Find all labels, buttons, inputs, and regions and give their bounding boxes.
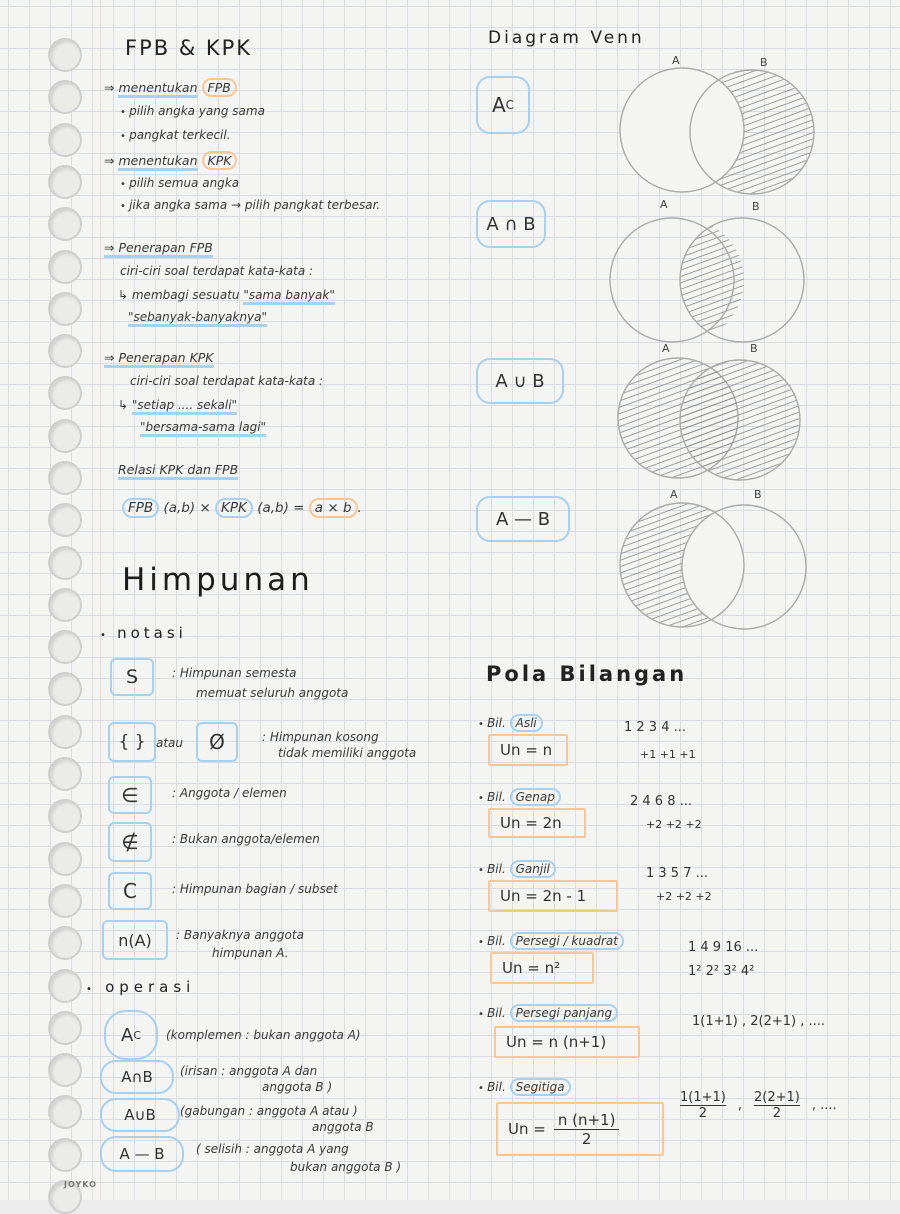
venn-union [618,342,800,480]
fpb-rule-heading [104,80,237,95]
fpb-kpk-title: FPB & KPK [125,36,253,60]
pola-persegi-panjang-seq: 1(1+1) , 2(2+1) , .... [692,1014,826,1029]
venn-set-a [620,68,744,192]
binding-hole [48,334,82,368]
pola-persegi-panjang-formula: Un = n (n+1) [494,1026,640,1058]
pola-ganjil-seq: 1 3 5 7 ... [646,866,709,881]
operasi-symbol-komplemen: A C [104,1010,158,1060]
relasi-fpb: FPB [122,498,159,518]
pola-segitiga-seq: 1(1+1) 2 , 2(2+1) 2 , .... [680,1090,837,1121]
operasi-symbol-irisan: A∩B [100,1060,174,1094]
penerapan-kpk-title: ⇒ Penerapan KPK [104,350,214,365]
pola-genap-seq: 2 4 6 8 ... [630,794,693,809]
operasi-desc2-selisih: bukan anggota B ) [290,1160,402,1174]
pola-ganjil-diff: +2 +2 +2 [656,890,712,903]
himpunan-title: Himpunan [122,562,314,598]
binding-hole [48,38,82,72]
binding-hole [48,1011,82,1045]
operasi-desc-irisan: (irisan : anggota A dan [180,1064,318,1078]
venn-complement [620,54,814,194]
operasi-desc2-irisan: anggota B ) [262,1080,333,1094]
operasi-desc-gabungan: (gabungan : anggota A atau ) [180,1104,358,1118]
pola-genap-formula: Un = 2n [488,808,586,838]
venn-set-b [680,360,800,480]
pola-persegi-heading: • Bil. Persegi / kuadrat [478,934,624,948]
arrow-icon: ⇒ [104,80,115,95]
fpb-bullet-2: • pangkat terkecil. [120,128,231,142]
operasi-desc2-gabungan: anggota B [312,1120,374,1134]
notasi-label: • notasi [100,624,187,642]
binding-hole [48,503,82,537]
margin-line [100,0,101,1200]
binding-hole [48,969,82,1003]
notasi-symbol-semesta: S [110,658,154,696]
venn-label-union: A ∪ B [476,358,564,404]
pola-genap-diff: +2 +2 +2 [646,818,702,831]
pola-ganjil-heading: • Bil. Ganjil [478,862,556,876]
pola-segitiga-fraction: $\frac{n (n+1)}{2}$ [554,1111,620,1148]
binding-hole [48,630,82,664]
binding-hole [48,715,82,749]
notasi-desc2-kosong: tidak memiliki anggota [278,746,417,760]
notasi-desc-kosong: : Himpunan kosong [262,730,379,744]
binding-hole [48,250,82,284]
penerapan-kpk-desc: ciri-ciri soal terdapat kata-kata : [130,374,324,388]
fpb-rule-prefix: menentukan [118,80,197,98]
pola-ganjil-formula: Un = 2n - 1 [488,880,618,912]
operasi-desc-komplemen: (komplemen : bukan anggota A) [166,1028,361,1042]
binding-hole [48,461,82,495]
venn-difference [620,488,806,629]
venn-title: Diagram Venn [488,28,645,48]
kpk-rule-prefix: menentukan [118,153,197,171]
kpk-bullet-2: • jika angka sama → pilih pangkat terbesar. [120,198,381,212]
binding-hole [48,376,82,410]
venn-label-complement: A C [476,76,530,134]
pola-asli-formula: Un = n [488,734,568,766]
kpk-key: KPK [202,151,238,170]
penerapan-fpb-title: ⇒ Penerapan FPB [104,240,213,255]
venn-label-intersection: A ∩ B [476,200,546,248]
arrow-icon: ⇒ [104,153,115,168]
binding-hole [48,672,82,706]
operasi-desc-selisih: ( selisih : anggota A yang [196,1142,349,1156]
pola-segitiga-formula: Un = $\frac{n (n+1)}{2}$ [496,1102,664,1156]
operasi-label: • operasi [86,978,196,996]
venn-label-b: B [750,342,758,355]
operasi-symbol-gabungan: A∪B [100,1098,180,1132]
penerapan-kpk-line2: "bersama-sama lagi" [140,420,266,434]
relasi-title: Relasi KPK dan FPB [118,462,238,477]
binding-hole [48,757,82,791]
pola-persegi-seq: 1 4 9 16 ... [688,940,759,955]
notasi-symbol-anggota: ∈ [108,776,152,814]
fpb-key: FPB [202,78,237,97]
binding-hole [48,207,82,241]
kpk-rule-heading [104,153,237,168]
notasi-atau: atau [156,736,184,750]
venn-label-a: A [670,488,678,501]
binding-hole [48,165,82,199]
pola-asli-heading: • Bil. Asli [478,716,543,730]
binding-hole [48,884,82,918]
venn-diagrams [600,50,890,640]
fpb-bullet-1: • pilih angka yang sama [120,104,265,118]
pola-genap-heading: • Bil. Genap [478,790,561,804]
binding-hole [48,926,82,960]
notasi-symbol-empty-set: Ø [196,722,238,762]
binding-hole [48,80,82,114]
relasi-formula: FPB (a,b) × KPK (a,b) = a × b . [122,500,362,516]
binding-hole [48,842,82,876]
notasi-desc-kardinal: : Banyaknya anggota [176,928,304,942]
pola-asli-diff: +1 +1 +1 [640,748,696,761]
notasi-symbol-kardinal: n(A) [102,920,168,960]
penerapan-fpb-desc: ciri-ciri soal terdapat kata-kata : [120,264,314,278]
relasi-kpk: KPK [215,498,253,518]
venn-label-difference: A — B [476,496,570,542]
pola-persegi-panjang-heading: • Bil. Persegi panjang [478,1006,618,1020]
notasi-desc-anggota: : Anggota / elemen [172,786,287,800]
binding-hole [48,1138,82,1172]
notasi-symbol-subset: C [108,872,152,910]
penerapan-fpb-line1: ↳ membagi sesuatu "sama banyak" [118,288,335,302]
penerapan-fpb-line2: "sebanyak-banyaknya" [128,310,267,324]
binding-hole [48,419,82,453]
pola-persegi-formula: Un = n² [490,952,594,984]
binding-hole [48,546,82,580]
notasi-desc-semesta: : Himpunan semesta [172,666,297,680]
venn-intersection [610,198,804,342]
binding-hole [48,1095,82,1129]
venn-label-a: A [662,342,670,355]
pola-asli-seq: 1 2 3 4 ... [624,720,687,735]
venn-label-a: A [672,54,680,67]
binding-hole [48,588,82,622]
binding-hole [48,1053,82,1087]
binding-hole [48,799,82,833]
binding-hole [48,292,82,326]
venn-label-b: B [754,488,762,501]
notasi-desc2-kardinal: himpunan A. [212,946,289,960]
brand-label: JOYKO [64,1180,97,1189]
pola-segitiga-heading: • Bil. Segitiga [478,1080,571,1094]
pola-title: Pola Bilangan [486,662,688,686]
notasi-desc2-semesta: memuat seluruh anggota [196,686,349,700]
pola-persegi-diff: 1² 2² 3² 4² [688,964,755,979]
kpk-bullet-1: • pilih semua angka [120,176,240,190]
venn-label-a: A [660,198,668,211]
binding-hole [48,123,82,157]
operasi-symbol-selisih: A — B [100,1136,184,1172]
relasi-result: a × b [309,498,358,518]
venn-label-b: B [752,200,760,213]
notasi-symbol-kosong: { } [108,722,156,762]
penerapan-kpk-line1: ↳ "setiap .... sekali" [118,398,237,412]
venn-label-b: B [760,56,768,69]
notasi-desc-subset: : Himpunan bagian / subset [172,882,338,896]
notasi-symbol-bukan-anggota: ∉ [108,822,152,862]
notasi-desc-bukan-anggota: : Bukan anggota/elemen [172,832,320,846]
spiral-binding [0,0,90,1200]
